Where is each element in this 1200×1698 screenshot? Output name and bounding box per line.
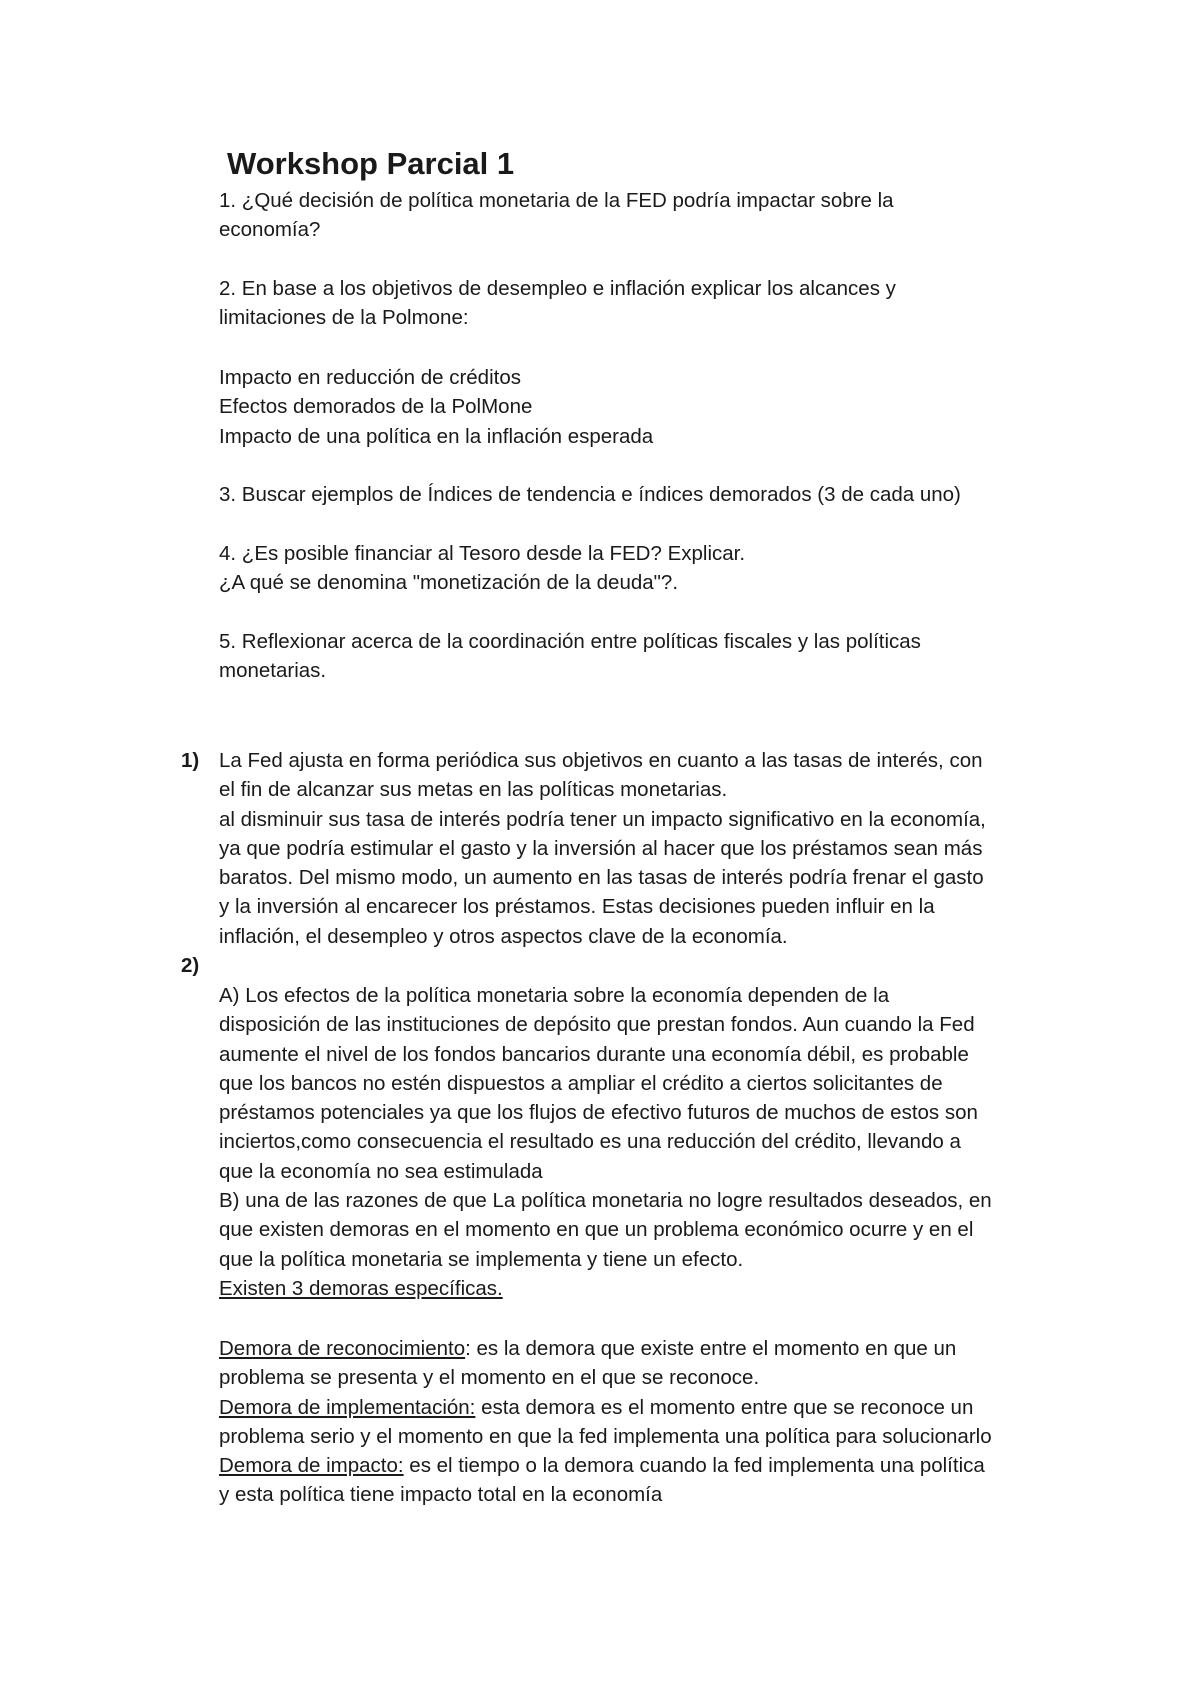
delay-impact-text: es el tiempo o la demora cuando la fed implementa una política bbox=[403, 1454, 985, 1478]
delay-recognition bbox=[219, 1334, 1079, 1363]
question-4-line: ¿A qué se denomina "monetización de la deuda"?. bbox=[219, 571, 679, 595]
question-1 bbox=[219, 186, 1079, 245]
delay-implementation-text: problema serio y el momento en que la fed implementa una política para solucionarlo bbox=[219, 1424, 992, 1448]
answer-1-line: al disminuir sus tasa de interés podría tener un impacto significativo en la economía, bbox=[219, 807, 986, 831]
question-1-line: 1. ¿Qué decisión de política monetaria de la FED podría impactar sobre la bbox=[219, 189, 894, 212]
answer-1-line: el fin de alcanzar sus metas en las políticas monetarias. bbox=[219, 778, 728, 802]
answer-1-line: ya que podría estimular el gasto y la inversión al hacer que los préstamos sean más bbox=[219, 836, 983, 860]
delay-implementation bbox=[219, 1393, 1079, 1422]
delay-implementation-text: esta demora es el momento entre que se reconoce un bbox=[475, 1395, 974, 1419]
answer-1-marker: 1) bbox=[181, 749, 200, 772]
answer-2 bbox=[219, 981, 1079, 1303]
question-5-line: 5. Reflexionar acerca de la coordinación entre políticas fiscales y las políticas bbox=[219, 630, 921, 653]
answer-2-line: disposición de las instituciones de depósito que prestan fondos. Aun cuando la Fed bbox=[219, 1013, 975, 1037]
delay-recognition-term: Demora de reconocimiento bbox=[219, 1337, 466, 1360]
delay-impact-term: Demora de impacto: bbox=[219, 1454, 404, 1478]
answer-1-line: baratos. Del mismo modo, un aumento en las tasas de interés podría frenar el gasto bbox=[219, 866, 984, 890]
delay-impact-text: y esta política tiene impacto total en la economía bbox=[219, 1483, 663, 1507]
answer-2-line: inciertos,como consecuencia el resultado es una reducción del crédito, llevando a bbox=[219, 1130, 961, 1154]
delay-recognition-text: problema se presenta y el momento en el que se reconoce. bbox=[219, 1366, 760, 1390]
list-item: Efectos demorados de la PolMone bbox=[219, 395, 533, 419]
question-2-line: limitaciones de la Polmone: bbox=[219, 306, 469, 330]
delays-heading: Existen 3 demoras específicas. bbox=[219, 1276, 503, 1300]
answer-1-line: La Fed ajusta en forma periódica sus objetivos en cuanto a las tasas de interés, con bbox=[219, 749, 983, 772]
answer-2-line: B) una de las razones de que La política monetaria no logre resultados deseados, en bbox=[219, 1189, 992, 1213]
question-3 bbox=[219, 480, 1079, 509]
question-2-line: 2. En base a los objetivos de desempleo e inflación explicar los alcances y bbox=[219, 277, 896, 300]
page-title: Workshop Parcial 1 bbox=[227, 146, 515, 181]
answer-2-line: préstamos potenciales ya que los flujos de efectivo futuros de muchos de estos son bbox=[219, 1101, 978, 1125]
question-5 bbox=[219, 627, 1079, 686]
question-1-line: economía? bbox=[219, 218, 321, 242]
delay-impact bbox=[219, 1451, 1079, 1480]
answer-2-line: A) Los efectos de la política monetaria sobre la economía dependen de la bbox=[219, 984, 890, 1007]
answer-2-line: que existen demoras en el momento en que un problema económico ocurre y en el bbox=[219, 1218, 974, 1242]
answer-1 bbox=[219, 746, 1079, 951]
answer-2-line: aumente el nivel de los fondos bancarios durante una economía débil, es probable bbox=[219, 1042, 969, 1066]
list-item: Impacto en reducción de créditos bbox=[219, 366, 521, 389]
question-2-items bbox=[219, 363, 1079, 451]
list-item: Impacto de una política en la inflación esperada bbox=[219, 424, 654, 448]
delay-recognition-text: : es la demora que existe entre el momento en que un bbox=[465, 1337, 957, 1360]
question-4 bbox=[219, 539, 1079, 598]
question-3-line: 3. Buscar ejemplos de Índices de tendencia e índices demorados (3 de cada uno) bbox=[219, 483, 961, 506]
answer-2-marker: 2) bbox=[181, 954, 200, 977]
answer-2-line: que la economía no sea estimulada bbox=[219, 1159, 543, 1183]
answer-1-line: inflación, el desempleo y otros aspectos clave de la economía. bbox=[219, 924, 788, 948]
question-4-line: 4. ¿Es posible financiar al Tesoro desde la FED? Explicar. bbox=[219, 542, 746, 565]
answer-1-line: y la inversión al encarecer los préstamos. Estas decisiones pueden influir en la bbox=[219, 895, 935, 919]
delays-list bbox=[219, 1334, 1079, 1510]
delay-implementation-term: Demora de implementación: bbox=[219, 1395, 476, 1419]
answer-2-line: que los bancos no estén dispuestos a ampliar el crédito a ciertos solicitantes de bbox=[219, 1071, 943, 1095]
answer-2-line: que la política monetaria se implementa y tiene un efecto. bbox=[219, 1247, 744, 1271]
question-5-line: monetarias. bbox=[219, 659, 327, 683]
question-2 bbox=[219, 274, 1079, 333]
